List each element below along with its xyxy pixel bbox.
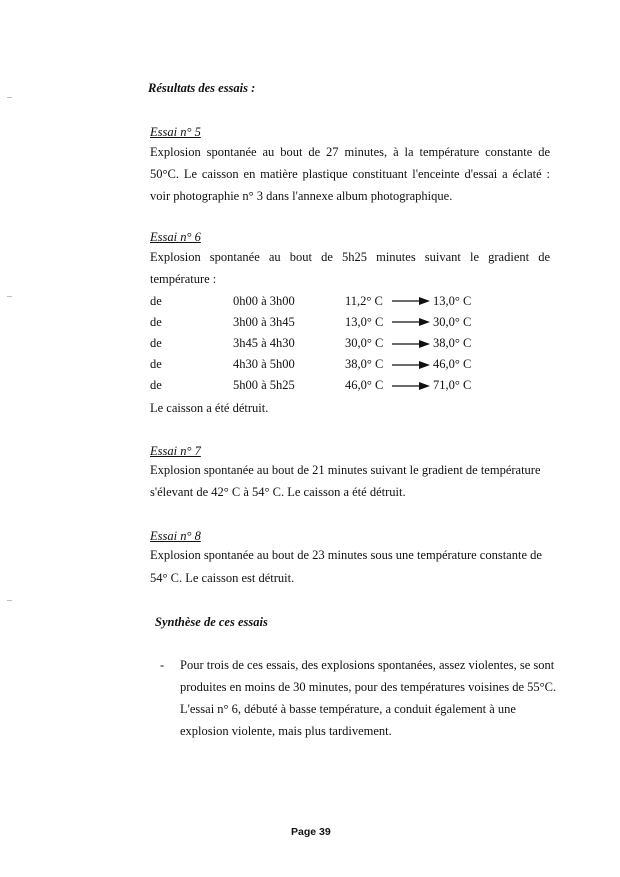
essai-8-line-1: Explosion spontanée au bout de 23 minutes sous une température constante de [150,548,542,562]
essai-8-title: Essai n° 8 [150,529,201,543]
arrow-right-icon [391,317,431,327]
table-row-2-period: 3h00 à 3h45 [233,315,295,329]
essai-6-line-1: Explosion spontanée au bout de 5h25 minutes suivant le gradient de [150,250,550,264]
table-row-5-prefix: de [150,378,162,392]
essai-6-line-2: température : [150,272,217,286]
arrow-right-icon [391,360,431,370]
table-row-5-to: 71,0° C [433,378,472,392]
table-row-1-from: 11,2° C [345,294,383,308]
essai-7-line-1: Explosion spontanée au bout de 21 minutes suivant le gradient de température [150,463,541,477]
results-heading: Résultats des essais : [148,81,256,95]
essai-7-title: Essai n° 7 [150,444,201,458]
synthese-line-4: explosion violente, mais plus tardivement. [180,724,392,738]
essai-6-title: Essai n° 6 [150,230,201,244]
arrow-right-icon [391,296,431,306]
table-row-3-from: 30,0° C [345,336,384,350]
synthese-heading: Synthèse de ces essais [155,615,268,629]
table-row-4-to: 46,0° C [433,357,472,371]
table-row-2-to: 30,0° C [433,315,472,329]
table-row-3-to: 38,0° C [433,336,472,350]
page-number: Page 39 [291,826,331,838]
synthese-line-3: L'essai n° 6, débuté à basse température, a conduit également à une [180,702,516,716]
table-row-2-prefix: de [150,315,162,329]
essai-5-line-2: 50°C. Le caisson en matière plastique constituant l'enceinte d'essai a éclaté : [150,167,550,181]
table-row-4-period: 4h30 à 5h00 [233,357,295,371]
table-row-1-to: 13,0° C [433,294,472,308]
table-row-5-period: 5h00 à 5h25 [233,378,295,392]
table-row-4-from: 38,0° C [345,357,384,371]
synthese-line-1: Pour trois de ces essais, des explosions spontanées, assez violentes, se sont [180,658,555,672]
table-row-2-from: 13,0° C [345,315,384,329]
table-row-3-period: 3h45 à 4h30 [233,336,295,350]
table-row-1-period: 0h00 à 3h00 [233,294,295,308]
essai-5-line-1: Explosion spontanée au bout de 27 minutes, à la température constante de [150,145,550,159]
table-row-5-from: 46,0° C [345,378,384,392]
essai-6-closing: Le caisson a été détruit. [150,401,269,415]
essai-5-title: Essai n° 5 [150,125,201,139]
bullet-dash: - [160,658,165,672]
margin-mark [7,97,12,98]
table-row-3-prefix: de [150,336,162,350]
arrow-right-icon [391,381,431,391]
margin-mark [7,600,12,601]
essai-8-line-2: 54° C. Le caisson est détruit. [150,571,295,585]
essai-7-line-2: s'élevant de 42° C à 54° C. Le caisson a été détruit. [150,485,406,499]
arrow-right-icon [391,339,431,349]
synthese-line-2: produites en moins de 30 minutes, pour des températures voisines de 55°C. [180,680,557,694]
table-row-1-prefix: de [150,294,162,308]
table-row-4-prefix: de [150,357,162,371]
margin-mark [7,296,12,297]
essai-5-line-3: voir photographie n° 3 dans l'annexe album photographique. [150,189,453,203]
